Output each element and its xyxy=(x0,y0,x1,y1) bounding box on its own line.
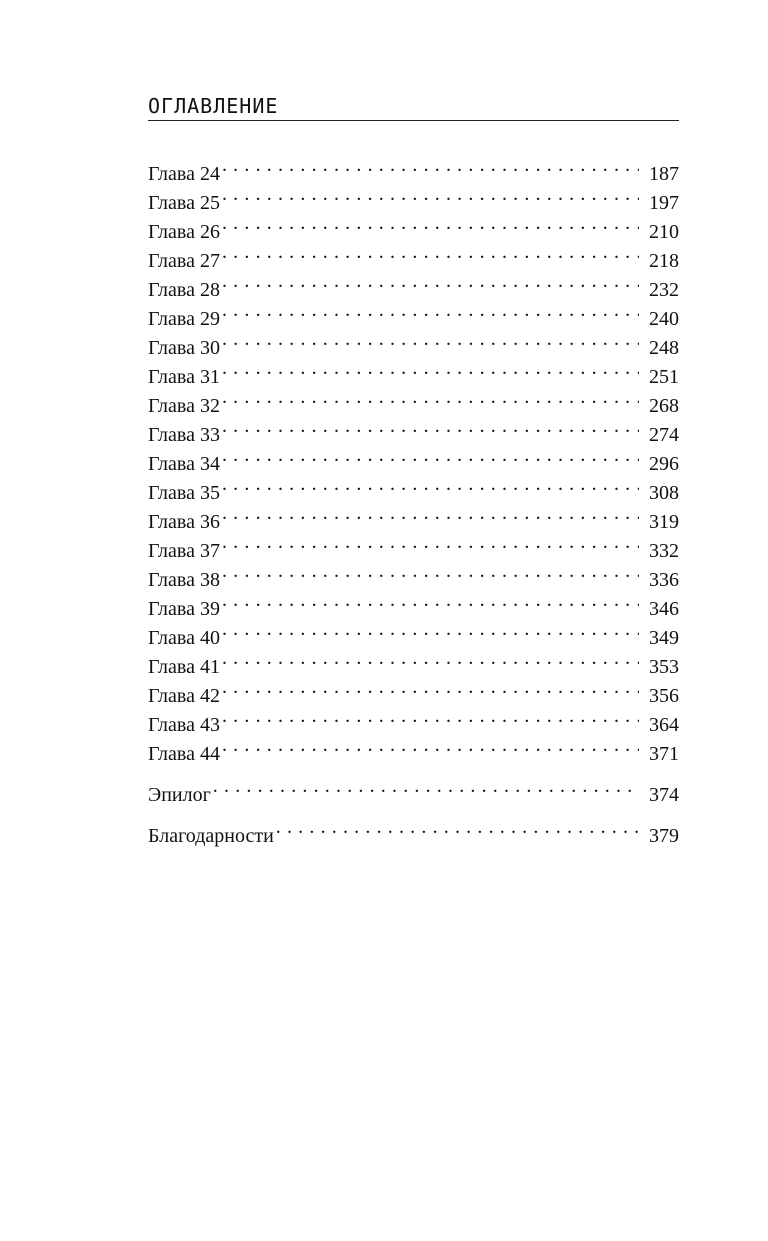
toc-entry[interactable] xyxy=(148,731,679,765)
toc-list xyxy=(148,151,679,847)
page-title: ОГЛАВЛЕНИЕ xyxy=(148,92,679,121)
toc-entry-title: Глава 43 xyxy=(148,714,220,736)
toc-entry-page-number: 187 xyxy=(649,163,679,185)
toc-entry-title: Глава 26 xyxy=(148,221,220,243)
dot-leader xyxy=(222,209,639,238)
toc-entry-page-number: 308 xyxy=(649,482,679,504)
toc-entry[interactable] xyxy=(148,296,679,330)
toc-entry-page-number: 210 xyxy=(649,221,679,243)
dot-leader xyxy=(222,296,639,325)
toc-entry-page-number: 268 xyxy=(649,395,679,417)
toc-entry-page-number: 232 xyxy=(649,279,679,301)
toc-entry-title: Глава 33 xyxy=(148,424,220,446)
dot-leader xyxy=(213,772,639,801)
toc-entry[interactable] xyxy=(148,325,679,359)
toc-entry-page-number: 346 xyxy=(649,598,679,620)
toc-entry[interactable] xyxy=(148,615,679,649)
dot-leader xyxy=(222,383,639,412)
toc-entry-page-number: 374 xyxy=(649,784,679,806)
toc-entry-title: Глава 35 xyxy=(148,482,220,504)
toc-entry-page-number: 240 xyxy=(649,308,679,330)
dot-leader xyxy=(222,151,639,180)
toc-entry-title: Глава 44 xyxy=(148,743,220,765)
dot-leader xyxy=(222,702,639,731)
toc-entry[interactable] xyxy=(148,412,679,446)
dot-leader xyxy=(222,238,639,267)
toc-entry-page-number: 349 xyxy=(649,627,679,649)
dot-leader xyxy=(222,673,639,702)
toc-entry[interactable] xyxy=(148,151,679,185)
toc-entry[interactable] xyxy=(148,383,679,417)
dot-leader xyxy=(222,644,639,673)
dot-leader xyxy=(276,813,639,842)
toc-entry-title: Глава 25 xyxy=(148,192,220,214)
dot-leader xyxy=(222,412,639,441)
dot-leader xyxy=(222,731,639,760)
toc-entry-title: Глава 38 xyxy=(148,569,220,591)
dot-leader xyxy=(222,325,639,354)
toc-entry[interactable] xyxy=(148,470,679,504)
dot-leader xyxy=(222,499,639,528)
toc-entry[interactable] xyxy=(148,813,679,847)
toc-entry-title: Глава 24 xyxy=(148,163,220,185)
toc-entry-page-number: 218 xyxy=(649,250,679,272)
toc-entry[interactable] xyxy=(148,673,679,707)
toc-entry[interactable] xyxy=(148,354,679,388)
toc-entry[interactable] xyxy=(148,499,679,533)
toc-entry-title: Глава 42 xyxy=(148,685,220,707)
toc-entry-page-number: 356 xyxy=(649,685,679,707)
toc-entry[interactable] xyxy=(148,702,679,736)
toc-entry-page-number: 248 xyxy=(649,337,679,359)
toc-entry-page-number: 197 xyxy=(649,192,679,214)
toc-entry-page-number: 296 xyxy=(649,453,679,475)
toc-entry-page-number: 274 xyxy=(649,424,679,446)
toc-entry[interactable] xyxy=(148,557,679,591)
dot-leader xyxy=(222,557,639,586)
toc-entry[interactable] xyxy=(148,267,679,301)
dot-leader xyxy=(222,470,639,499)
dot-leader xyxy=(222,441,639,470)
toc-entry[interactable] xyxy=(148,586,679,620)
toc-entry-page-number: 364 xyxy=(649,714,679,736)
dot-leader xyxy=(222,354,639,383)
toc-entry-title: Глава 40 xyxy=(148,627,220,649)
toc-entry-page-number: 332 xyxy=(649,540,679,562)
toc-entry[interactable] xyxy=(148,209,679,243)
toc-entry-title: Глава 32 xyxy=(148,395,220,417)
toc-entry-page-number: 379 xyxy=(649,825,679,847)
dot-leader xyxy=(222,586,639,615)
dot-leader xyxy=(222,180,639,209)
toc-entry[interactable] xyxy=(148,238,679,272)
toc-entry[interactable] xyxy=(148,528,679,562)
toc-entry-title: Глава 36 xyxy=(148,511,220,533)
toc-entry-title: Глава 27 xyxy=(148,250,220,272)
toc-entry-title: Глава 39 xyxy=(148,598,220,620)
toc-entry-title: Глава 34 xyxy=(148,453,220,475)
toc-entry-title: Эпилог xyxy=(148,784,211,806)
toc-entry[interactable] xyxy=(148,772,679,806)
toc-entry[interactable] xyxy=(148,441,679,475)
toc-entry-page-number: 353 xyxy=(649,656,679,678)
toc-entry-title: Глава 28 xyxy=(148,279,220,301)
toc-entry-page-number: 319 xyxy=(649,511,679,533)
toc-entry-page-number: 336 xyxy=(649,569,679,591)
toc-entry-page-number: 371 xyxy=(649,743,679,765)
table-of-contents-page xyxy=(148,92,679,847)
toc-entry[interactable] xyxy=(148,644,679,678)
toc-entry-title: Глава 29 xyxy=(148,308,220,330)
toc-entry-title: Благодарности xyxy=(148,825,274,847)
dot-leader xyxy=(222,267,639,296)
toc-entry-title: Глава 30 xyxy=(148,337,220,359)
dot-leader xyxy=(222,528,639,557)
toc-entry-title: Глава 37 xyxy=(148,540,220,562)
toc-entry-title: Глава 41 xyxy=(148,656,220,678)
toc-entry-page-number: 251 xyxy=(649,366,679,388)
toc-entry[interactable] xyxy=(148,180,679,214)
dot-leader xyxy=(222,615,639,644)
toc-entry-title: Глава 31 xyxy=(148,366,220,388)
